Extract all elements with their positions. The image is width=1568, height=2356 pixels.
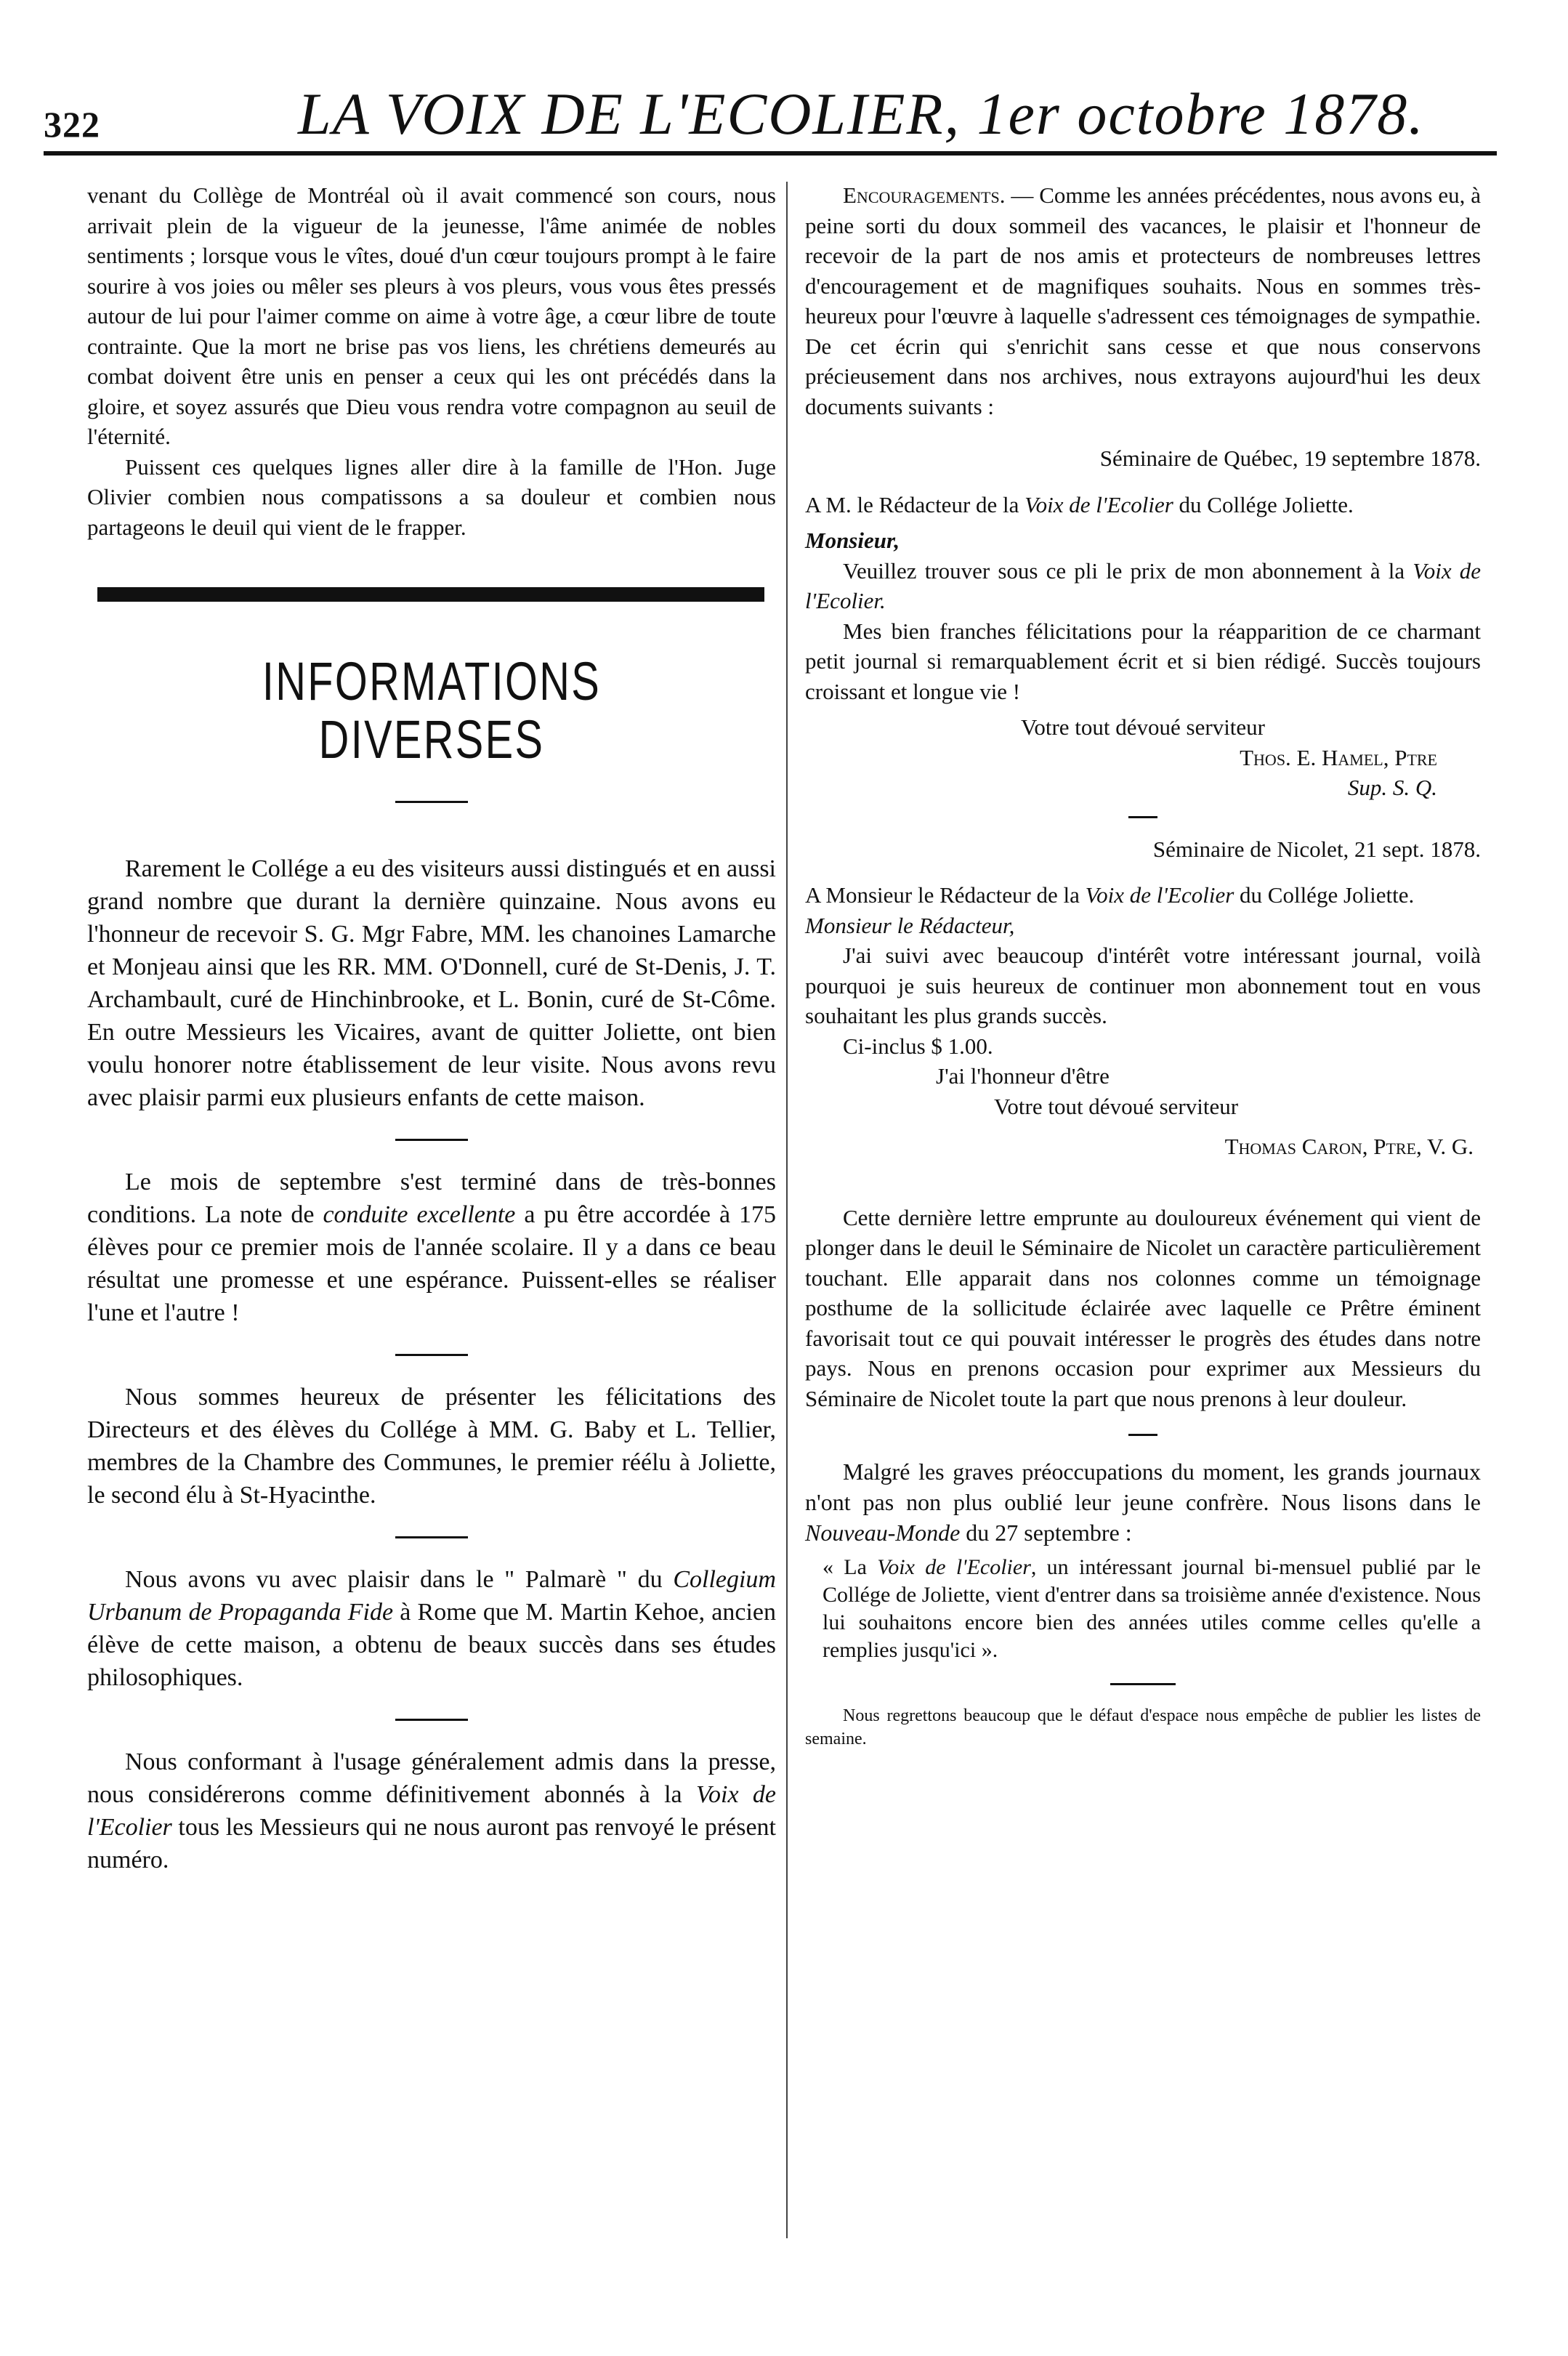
text-run-italic: Voix de l'Ecolier (1025, 491, 1173, 517)
text-run-italic: Collegium Urbanum de Propaganda Fide (87, 1566, 776, 1626)
quote-nouveau-monde (805, 1554, 1481, 1664)
text-run: tous les Messieurs qui ne nous auront pas renvoyé le présent numéro. (87, 1814, 776, 1873)
text-run: a pu être accordée à 175 élèves pour ce premier mois de l'année scolaire. Il y a dans ce beau résultat une promesse et une espérance. Puissent-elles se réaliser l'une et l'autre ! (87, 1201, 776, 1326)
paragraph-felicitations: Nous sommes heureux de présenter les félicitations des Directeurs et des élèves du Collége à MM. G. Baby et L. Tellier, membres de la Chambre des Communes, le premier réélu à Joliette, le second élu à St-Hyacinthe. (87, 1384, 776, 1509)
paragraph-intro: venant du Collège de Montréal où il avait commencé son cours, nous arrivait plein de la vigueur de la jeunesse, l'âme animée de nobles sentiments ; lorsque vous le vîtes, doué d'un cœur toujours prompt à le faire sourire à vos joies ou mêler ses pleurs à vos pleurs, vous vous êtes pressés autour de lui pour l'aimer comme on aime à votre âge, a cœur libre de toute contrainte. Que la mort ne brise pas vos liens, les chrétiens demeurés au combat doivent être unis en penser a ceux qui les ont précédés dans la gloire, et soyez assurés que Dieu vous rendra votre compagnon au seuil de l'éternité. (87, 182, 776, 449)
text-run: — Comme les années précédentes, nous avons eu, à peine sorti du doux sommeil des vacances, le plaisir et l'honneur de recevoir de la part de nos amis et protecteurs de nombreuses lettres d'encouragement et de magnifiques souhaits. Nous en sommes très-heureux pour l'œuvre à laquelle s'adressent ces témoignages de sympathie. De cet écrin qui s'enrichit sans cesse et que nous conservons précieusement dans nos archives, nous extrayons aujourd'hui les deux documents suivants : (805, 182, 1481, 419)
page-header (44, 80, 1504, 160)
text-run-italic: Voix de l'Ecolier (877, 1555, 1031, 1579)
letter2-paragraph-2: Ci-inclus $ 1.00. (843, 1033, 993, 1059)
text-run: A M. le Rédacteur de la (805, 491, 1025, 517)
text-run: Le mois de septembre s'est terminé dans de très-bonnes conditions. La note de (87, 1169, 776, 1228)
letter1-salutation: Monsieur, (805, 528, 900, 553)
nouveau-monde-block (805, 1456, 1481, 1548)
letter1-paragraph-1 (805, 556, 1481, 616)
text-run: du Collége Joliette. (1173, 491, 1354, 517)
separator (395, 801, 468, 803)
text-run: Nous avons vu avec plaisir dans le " Palmarè " du (125, 1566, 674, 1593)
separator (395, 1354, 468, 1356)
text-run-italic: conduite excellente (323, 1201, 516, 1228)
letter2-salutation: Monsieur le Rédacteur, (805, 912, 1015, 938)
run-in-heading: Encouragements. (843, 182, 1006, 208)
separator (395, 1536, 468, 1538)
letter1-place-date: Séminaire de Québec, 19 septembre 1878. (1099, 445, 1481, 471)
text-run: du Collége Joliette. (1234, 882, 1415, 908)
letter2-closing-1: J'ai l'honneur d'être (936, 1063, 1110, 1089)
paragraph-visitors: Rarement le Collége a eu des visiteurs aussi distingués et en aussi grand nombre que durant la dernière quinzaine. Nous avons eu l'honneur de recevoir S. G. Mgr Fabre, MM. les chanoines Lamarche et Monjeau ainsi que les RR. MM. O'Donnell, curé de St-Denis, J. T. Archambault, curé de Hinchinbrooke, et L. Bonin, curé de St-Côme. En outre Messieurs les Vicaires, avant de quitter Joliette, ont bien voulu honorer notre établissement de leur visite. Nous avons revu avec plaisir parmi eux plusieurs enfants de cette maison. (87, 855, 776, 1111)
separator (395, 1719, 468, 1721)
text-run: à Rome que M. Martin Kehoe, ancien élève de cette maison, a obtenu de beaux succès dans ses études philosophiques. (87, 1599, 776, 1691)
header-rule (44, 151, 1497, 156)
letter2-paragraph-1: J'ai suivi avec beaucoup d'intérêt votre intéressant journal, voilà pourquoi je suis heureux de continuer mon abonnement tout en vous souhaitant les plus grands succès. (805, 943, 1481, 1028)
section-title: INFORMATIONS DIVERSES (262, 651, 602, 770)
paragraph-caron: Cette dernière lettre emprunte au douloureux événement qui vient de plonger dans le deuil le Séminaire de Nicolet un caractère particulièrement touchant. Elle apparait dans nos colonnes comme un témoignage posthume de la sollicitude éclairée avec laquelle ce Prêtre éminent favorisait tout ce qui pouvait intéresser le progrès des études dans notre pays. Nous en prenons occasion pour exprimer aux Messieurs du Séminaire de Nicolet toute la part que nous prenons à leur douleur. (805, 1204, 1481, 1411)
text-run-italic: Nouveau-Monde (805, 1520, 961, 1546)
running-title: LA VOIX DE L'ECOLIER, 1er octobre 1878. (298, 81, 1425, 147)
left-column (87, 180, 776, 1876)
text-run-italic: Voix de l'Ecolier (1085, 882, 1234, 908)
paragraph-september (87, 1166, 776, 1329)
text-run-italic: Voix de l'Ecolier (87, 1781, 776, 1841)
separator (1110, 1683, 1176, 1685)
text-run: , un intéressant journal bi-mensuel publié par le Collége de Joliette, vient d'entrer dans sa troisième année d'existence. Nous lui souhaitons encore bien des années utiles comme celles qu'elle a remplies jusqu'ici ». (823, 1555, 1481, 1662)
separator (395, 1139, 468, 1141)
paragraph-condolence: Puissent ces quelques lignes aller dire à la famille de l'Hon. Juge Olivier combien nous compatissons a sa douleur et combien nous partageons le deuil qui vient de le frapper. (87, 453, 776, 540)
column-divider (786, 182, 788, 2238)
letter2-addressee (805, 880, 1481, 911)
letter2-closing-2: Votre tout dévoué serviteur (994, 1093, 1239, 1119)
paragraph-malgre (805, 1456, 1481, 1548)
paragraph-regret: Nous regrettons beaucoup que le défaut d'espace nous empêche de publier les listes de semaine. (805, 1706, 1481, 1748)
letter1-closing: Votre tout dévoué serviteur (1020, 714, 1266, 740)
separator (1128, 816, 1157, 818)
text-run: Malgré les graves préoccupations du moment, les grands journaux n'ont pas non plus oublié leur jeune confrère. Nous lisons dans le (805, 1459, 1481, 1515)
news-items (87, 852, 776, 1876)
page-number: 322 (44, 104, 100, 145)
paragraph-palmares (87, 1563, 776, 1694)
text-run: Nous conformant à l'usage généralement admis dans la presse, nous considérerons comme définitivement abonnés à la (87, 1748, 776, 1808)
paragraph-abonnes (87, 1746, 776, 1876)
paragraph-encouragements (805, 180, 1481, 421)
letter2-signature: Thomas Caron, Ptre, V. G. (1224, 1134, 1474, 1159)
text-run: Veuillez trouver sous ce pli le prix de mon abonnement à la (843, 557, 1413, 584)
letter1-addressee (805, 490, 1481, 520)
text-run: « La (823, 1555, 878, 1579)
text-run: A Monsieur le Rédacteur de la (805, 882, 1086, 908)
letter1-paragraph-2: Mes bien franches félicitations pour la réapparition de ce charmant petit journal si remarquablement écrit et si bien rédigé. Succès toujours croissant et longue vie ! (805, 618, 1481, 704)
right-column (805, 180, 1481, 1751)
separator (1128, 1434, 1157, 1436)
letter2-place-date: Séminaire de Nicolet, 21 sept. 1878. (1152, 836, 1481, 862)
text-run: du 27 septembre : (960, 1520, 1132, 1546)
letter1-signature: Thos. E. Hamel, Ptre (1240, 744, 1437, 770)
letter1-signature-title: Sup. S. Q. (1347, 775, 1437, 800)
section-rule (97, 587, 764, 602)
text-run-italic: Voix de l'Ecolier. (805, 557, 1481, 613)
